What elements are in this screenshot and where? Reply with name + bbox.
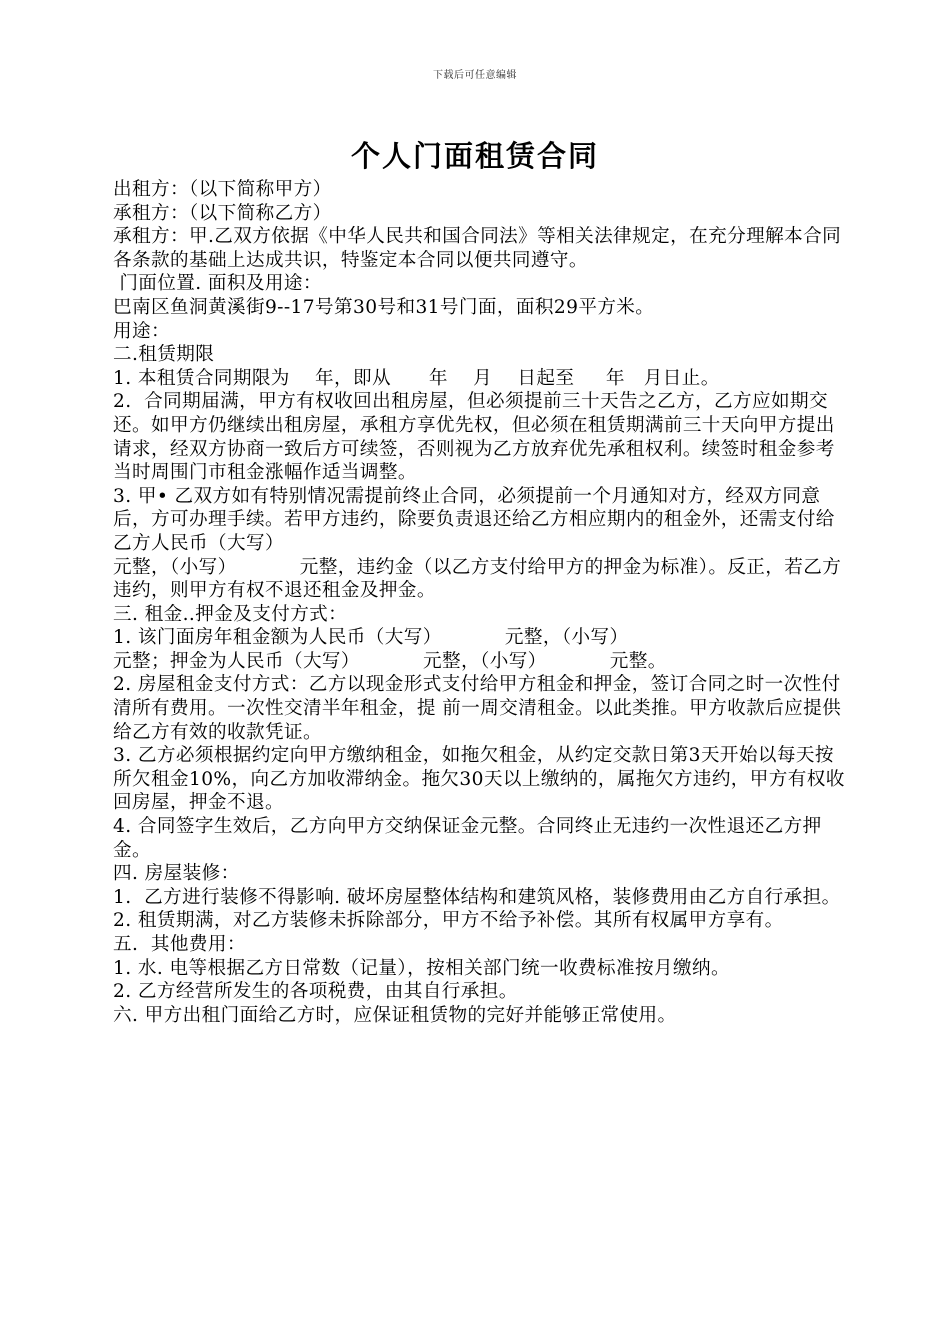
clause-rent-1-cont: 元整；押金为人民币（大写） 元整，（小写） 元整。: [113, 650, 667, 672]
section-rent-heading: 三. 租金..押金及支付方式：: [113, 603, 348, 625]
section-fees-heading: 五. 其他费用：: [113, 934, 246, 955]
clause-term-2: 2. 合同期届满，甲方有权收回出租房屋，但必须提前三十天告之乙方，乙方应如期交还。如甲方仍继续出租房屋，承租方享优先权，但必须在租赁期满前三十天向甲方提出请求，经双方协商一致后方可续签，否则视为乙方放弃优先承租权利。续签时租金参考当时周围门市租金涨幅作适当调整。: [113, 391, 835, 484]
paragraph-preamble: 承租方：甲.乙双方依据《中华人民共和国合同法》等相关法律规定，在充分理解本合同各条款的基础上达成共识，特鉴定本合同以便共同遵守。: [113, 226, 842, 271]
clause-rent-2: 2. 房屋租金支付方式：乙方以现金形式支付给甲方租金和押金，签订合同之时一次性付清所有费用。一次性交清半年租金，提 前一周交清租金。以此类推。甲方收款后应提供给乙方有效的收款凭证。: [113, 674, 842, 743]
clause-term-3: 3. 甲• 乙双方如有特别情况需提前终止合同，必须提前一个月通知对方，经双方同意后，方可办理手续。若甲方违约，除要负责退还给乙方相应期内的租金外，还需支付给乙方人民币（大写）: [113, 485, 835, 554]
section-decoration-heading: 四. 房屋装修：: [113, 863, 240, 885]
contract-body: [113, 178, 848, 1027]
clause-rent-1: 1. 该门面房年租金额为人民币（大写） 元整，（小写）: [113, 627, 629, 649]
paragraph-usage: 用途：: [113, 320, 170, 342]
paragraph-lessee: 承租方：（以下简称乙方）: [113, 202, 332, 224]
header-note: 下载后可任意编辑: [433, 70, 517, 81]
clause-fees-2: 2. 乙方经营所发生的各项税费，由其自行承担。: [113, 981, 518, 1003]
section-six: 六. 甲方出租门面给乙方时，应保证租赁物的完好并能够正常使用。: [113, 1004, 677, 1026]
clause-rent-4: 4. 合同签字生效后，乙方向甲方交纳保证金元整。合同终止无违约一次性退还乙方押金。: [113, 816, 822, 861]
section-term-heading: 二.租赁期限: [113, 344, 215, 366]
clause-term-1: 1. 本租赁合同期限为 年，即从 年 月 日起至 年 月日止。: [113, 367, 720, 389]
clause-term-3-cont: 元整，（小写） 元整，违约金（以乙方支付给甲方的押金为标准）。反正，若乙方违约，则甲方有权不退还租金及押金。: [113, 556, 842, 602]
clause-decoration-2: 2. 租赁期满，对乙方装修未拆除部分，甲方不给予补偿。其所有权属甲方享有。: [113, 910, 784, 932]
clause-fees-1: 1. 水. 电等根据乙方日常数（记量），按相关部门统一收费标准按月缴纳。: [113, 957, 730, 979]
clause-decoration-1: 1. 乙方进行装修不得影响. 破坏房屋整体结构和建筑风格，装修费用由乙方自行承担。: [113, 886, 841, 908]
paragraph-lessor: 出租方：（以下简称甲方）: [113, 179, 332, 200]
document-title: 个人门面租赁合同: [350, 139, 599, 173]
paragraph-location: 巴南区鱼洞黄溪街9--17号第30号和31号门面，面积29平方米。: [113, 296, 655, 318]
clause-rent-3: 3. 乙方必须根据约定向甲方缴纳租金，如拖欠租金，从约定交款日第3天开始以每天按所欠租金10%，向乙方加收滞纳金。拖欠30天以上缴纳的，属拖欠方违约，甲方有权收回房屋，押金不退。: [113, 745, 845, 814]
section-location-heading: 门面位置. 面积及用途：: [113, 273, 322, 295]
